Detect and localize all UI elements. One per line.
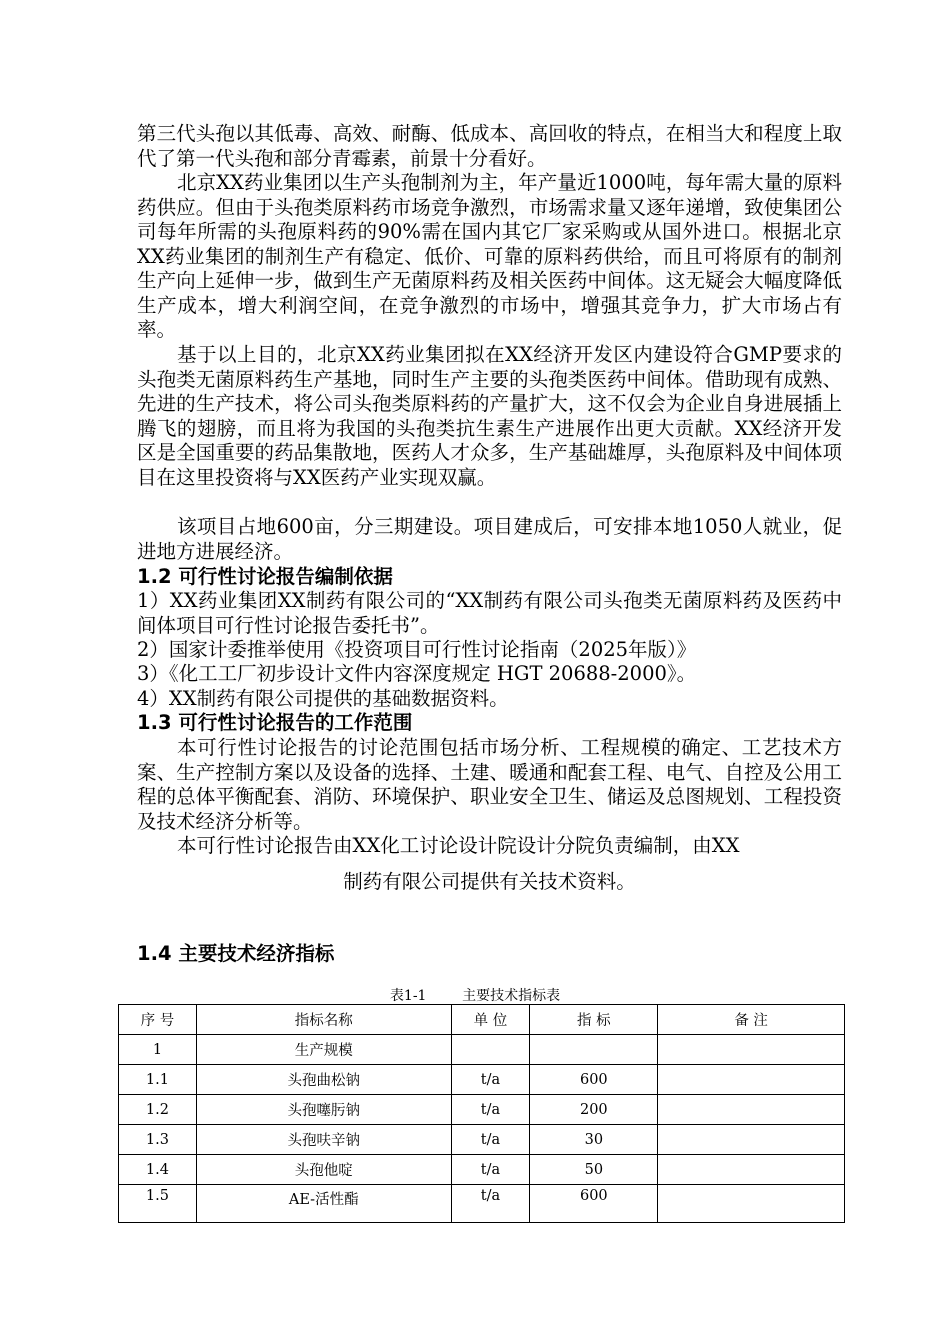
paragraph-project-scale: 该项目占地600亩，分三期建设。项目建成后，可安排本地1050人就业，促进地方进展经济。: [137, 515, 842, 563]
cell-index: 1.4: [119, 1155, 197, 1185]
paragraph-project-purpose: 基于以上目的，北京XX药业集团拟在XX经济开发区内建设符合GMP要求的头孢类无菌原料药生产基地，同时生产主要的头孢类医药中间体。借助现有成熟、先进的生产技术，将公司头孢类原料药的产量扩大，这不仅会为企业自身进展插上腾飞的翅膀，而且将为我国的头孢类抗生素生产进展作出更大贡献。XX经济开发区是全国重要的药品集散地，医药人才众多，生产基础雄厚，头孢原料及中间体项目在这里投资将与XX医药产业实现双赢。: [137, 343, 842, 489]
cell-unit: t/a: [451, 1155, 530, 1185]
cell-index: 1.5: [119, 1185, 197, 1223]
table-row: [119, 1095, 845, 1125]
header-unit: 单 位: [451, 1005, 530, 1035]
cell-name: 头孢噻肟钠: [196, 1095, 451, 1125]
cell-name: 头孢曲松钠: [196, 1065, 451, 1095]
section-heading-1-3: 1.3 可行性讨论报告的工作范围: [137, 711, 413, 734]
basis-item-3: 3）《化工工厂初步设计文件内容深度规定 HGT 20688-2000》。: [137, 662, 697, 685]
cell-name: AE-活性酯: [196, 1185, 451, 1223]
cell-value: 600: [530, 1065, 658, 1095]
cell-index: 1.3: [119, 1125, 197, 1155]
table-row: [119, 1035, 845, 1065]
cell-value: 30: [530, 1125, 658, 1155]
paragraph-cephalosporin-intro: 第三代头孢以其低毒、高效、耐酶、低成本、高回收的特点，在相当大和程度上取代了第一代头孢和部分青霉素，前景十分看好。: [137, 122, 842, 170]
cell-unit: t/a: [451, 1065, 530, 1095]
cell-remarks: [658, 1065, 845, 1095]
section-heading-1-4: 1.4 主要技术经济指标: [137, 942, 335, 965]
cell-name: 头孢他啶: [196, 1155, 451, 1185]
cell-unit: t/a: [451, 1095, 530, 1125]
cell-value: 50: [530, 1155, 658, 1185]
table-row: [119, 1125, 845, 1155]
header-value: 指 标: [530, 1005, 658, 1035]
cell-unit: t/a: [451, 1185, 530, 1223]
cell-name: 头孢呋辛钠: [196, 1125, 451, 1155]
cell-value: 600: [530, 1185, 658, 1223]
header-indicator-name: 指标名称: [196, 1005, 451, 1035]
table-caption: 表1-1 主要技术指标表: [389, 988, 561, 1004]
cell-index: 1: [119, 1035, 197, 1065]
cell-unit: t/a: [451, 1125, 530, 1155]
basis-item-1: 1）XX药业集团XX制药有限公司的“XX制药有限公司头孢类无菌原料药及医药中间体项目可行性讨论报告委托书”。: [137, 589, 842, 637]
header-remarks: 备 注: [658, 1005, 845, 1035]
cell-index: 1.1: [119, 1065, 197, 1095]
cell-remarks: [658, 1125, 845, 1155]
cell-name: 生产规模: [196, 1035, 451, 1065]
table-row: [119, 1155, 845, 1185]
table-row: [119, 1185, 845, 1223]
paragraph-company-background: 北京XX药业集团以生产头孢制剂为主，年产量近1000吨，每年需大量的原料药供应。但由于头孢类原料药市场竞争激烈，市场需求量又逐年递增，致使集团公司每年所需的头孢原料药的90%需在国内其它厂家采购或从国外进口。根据北京XX药业集团的制剂生产有稳定、低价、可靠的原料药供给，而且可将原有的制剂生产向上延伸一步，做到生产无菌原料药及相关医药中间体。这无疑会大幅度降低生产成本，增大利润空间，在竞争激烈的市场中，增强其竞争力，扩大市场占有率。: [137, 171, 842, 341]
technical-indicators-table: [118, 1004, 845, 1223]
paragraph-compiler-line2: 制药有限公司提供有关技术资料。: [343, 870, 636, 893]
paragraph-scope: 本可行性讨论报告的讨论范围包括市场分析、工程规模的确定、工艺技术方案、生产控制方案以及设备的选择、土建、暖通和配套工程、电气、自控及公用工程的总体平衡配套、消防、环境保护、职业安全卫生、储运及总图规划、工程投资及技术经济分析等。: [137, 736, 842, 833]
basis-item-4: 4）XX制药有限公司提供的基础数据资料。: [137, 687, 509, 710]
paragraph-compiler-line1: 本可行性讨论报告由XX化工讨论设计院设计分院负责编制，由XX: [177, 834, 740, 857]
cell-remarks: [658, 1155, 845, 1185]
cell-index: 1.2: [119, 1095, 197, 1125]
table-header-row: [119, 1005, 845, 1035]
table-row: [119, 1065, 845, 1095]
cell-remarks: [658, 1185, 845, 1223]
cell-remarks: [658, 1095, 845, 1125]
basis-item-2: 2）国家计委推举使用《投资项目可行性讨论指南（2025年版）》: [137, 638, 697, 661]
header-index: 序 号: [119, 1005, 197, 1035]
cell-value: [530, 1035, 658, 1065]
cell-unit: [451, 1035, 530, 1065]
cell-value: 200: [530, 1095, 658, 1125]
section-heading-1-2: 1.2 可行性讨论报告编制依据: [137, 565, 393, 588]
cell-remarks: [658, 1035, 845, 1065]
